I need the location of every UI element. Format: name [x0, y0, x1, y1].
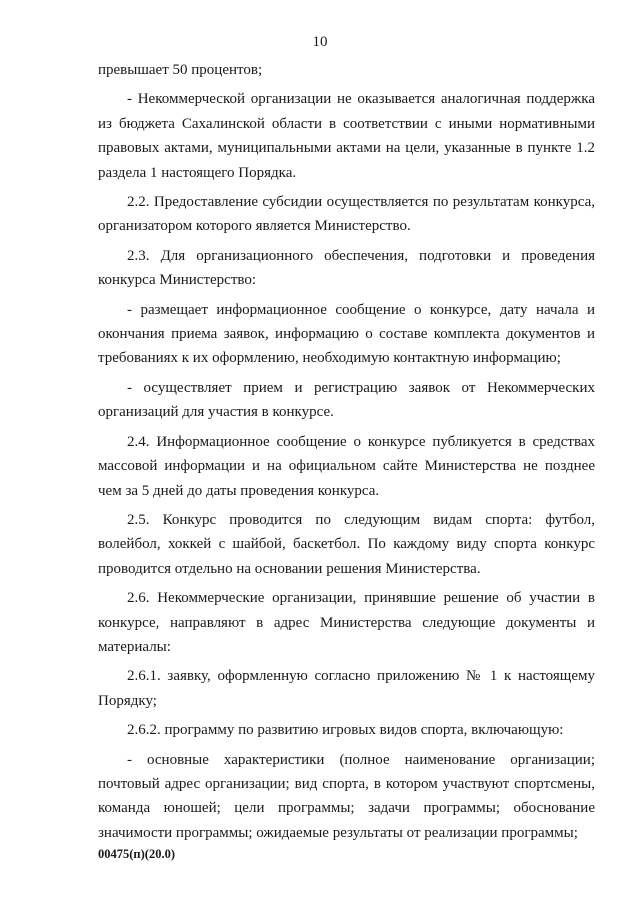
paragraph-publish-info: - размещает информационное сообщение о конкурсе, дату начала и окончания приема заявок, информацию о составе комплекта документов и требованиях к их оформлению, необходимую контактную информацию;	[98, 301, 595, 367]
paragraph-main-characteristics: - основные характеристики (полное наименование организации; почтовый адрес организации; вид спорта, в котором участвуют спортсмены, команда юношей; цели программы; задачи программы; обоснование значимости программы; ожидаемые результаты от реализации программы;	[98, 751, 595, 841]
paragraph-2-4: 2.4. Информационное сообщение о конкурсе публикуется в средствах массовой информации и на официальном сайте Министерства не позднее чем за 5 дней до даты проведения конкурса.	[98, 433, 595, 499]
paragraph-2-5: 2.5. Конкурс проводится по следующим видам спорта: футбол, волейбол, хоккей с шайбой, баскетбол. По каждому виду спорта конкурс проводится отдельно на основании решения Министерства.	[98, 511, 595, 577]
document-body	[98, 58, 595, 850]
paragraph-2-6-2: 2.6.2. программу по развитию игровых видов спорта, включающую:	[127, 722, 564, 739]
paragraph-2-3: 2.3. Для организационного обеспечения, подготовки и проведения конкурса Министерство:	[98, 247, 595, 289]
paragraph-2-6-1: 2.6.1. заявку, оформленную согласно приложению № 1 к настоящему Порядку;	[98, 668, 595, 709]
paragraph-no-support: - Некоммерческой организации не оказывается аналогичная поддержка из бюджета Сахалинской области в соответствии с иными нормативными правовых актами, муниципальными актами на цели, указанные в пункте 1.2 раздела 1 настоящего Порядка.	[98, 91, 595, 181]
paragraph-accept-applications: - осуществляет прием и регистрацию заявок от Некоммерческих организаций для участия в конкурсе.	[98, 379, 595, 421]
paragraph-continuation: превышает 50 процентов;	[98, 62, 263, 78]
document-code: 00475(п)(20.0)	[98, 847, 175, 861]
paragraph-2-2: 2.2. Предоставление субсидии осуществляется по результатам конкурса, организатором которого является Министерство.	[98, 194, 595, 235]
page-number: 10	[312, 34, 328, 50]
paragraph-2-6: 2.6. Некоммерческие организации, принявшие решение об участии в конкурсе, направляют в адрес Министерства следующие документы и материалы:	[98, 590, 595, 655]
